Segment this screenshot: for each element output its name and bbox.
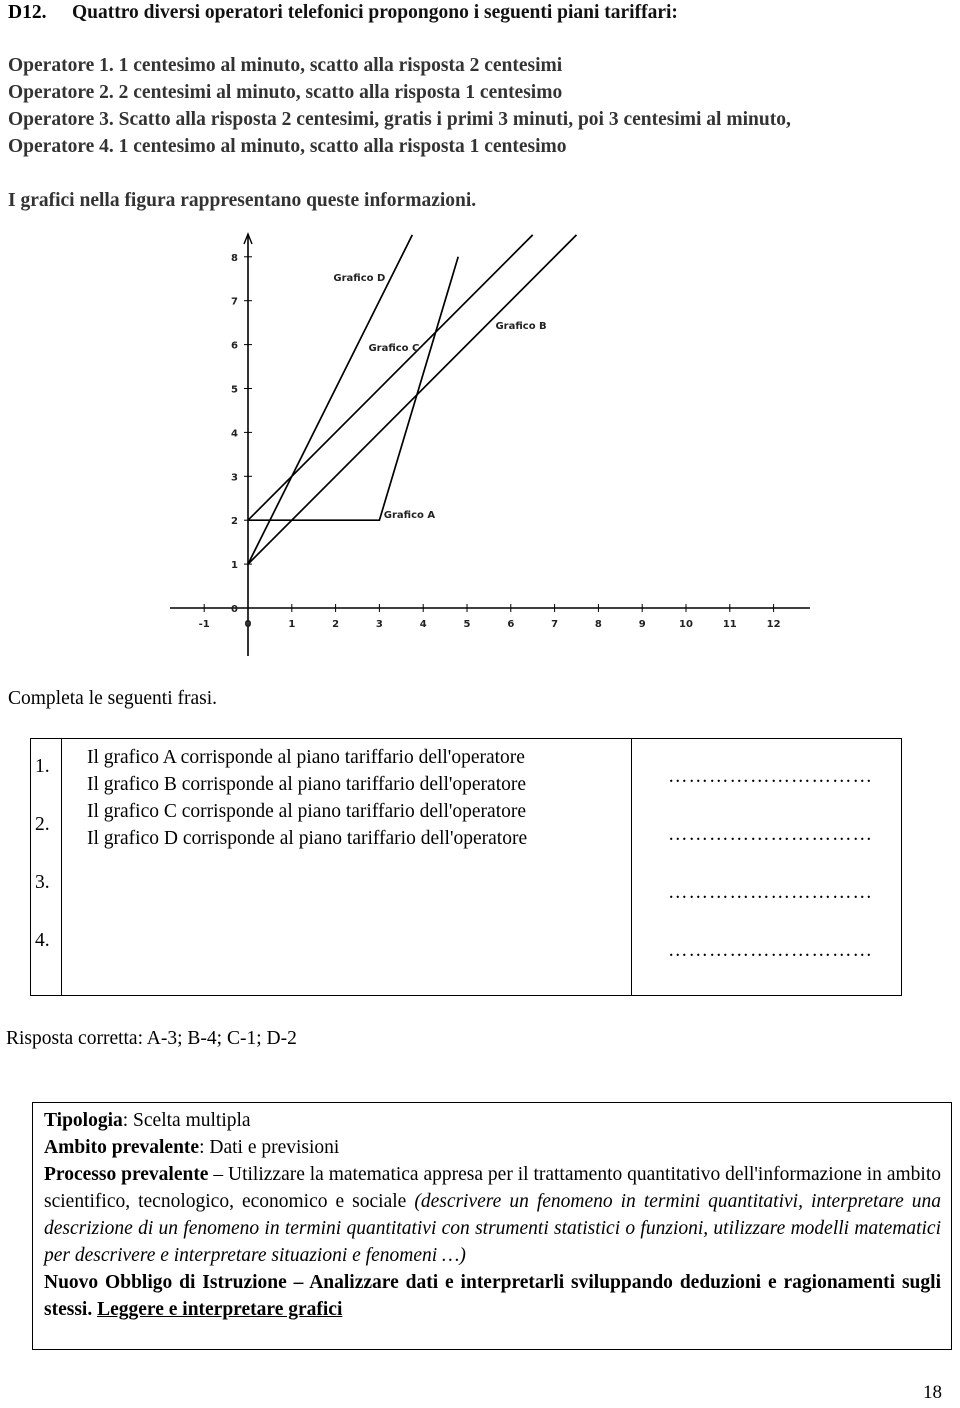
y-tick-label: 0: [231, 604, 238, 615]
obbligo-paragraph: [44, 1269, 941, 1323]
y-tick-label: 1: [231, 560, 238, 572]
x-tick-label: -1: [198, 619, 210, 630]
x-tick-label: 2: [332, 619, 340, 630]
x-tick-label: 1: [288, 619, 296, 630]
processo-label: Processo prevalente: [44, 1164, 209, 1185]
x-tick-label: 7: [551, 619, 559, 630]
exercise-number: D12.: [8, 2, 47, 23]
metadata-box: [32, 1102, 952, 1350]
tipologia-value: : Scelta multipla: [122, 1110, 251, 1131]
operator-plan-4: Operatore 4. 1 centesimo al minuto, scatto alla risposta 1 centesimo: [8, 136, 567, 157]
question-number: 1.: [35, 756, 50, 777]
x-tick-label: 0: [244, 619, 252, 630]
x-tick-label: 4: [419, 619, 427, 630]
x-tick-label: 12: [766, 619, 781, 630]
y-tick-label: 5: [231, 384, 238, 396]
y-tick-label: 8: [231, 252, 238, 264]
answer-blank[interactable]: …………………………: [668, 824, 873, 845]
question-text: Il grafico C corrisponde al piano tariffario dell'operatore: [87, 801, 527, 822]
question-statements: [62, 739, 632, 996]
questions-table: [30, 738, 902, 996]
tariff-chart: [170, 232, 820, 660]
question-number: 3.: [35, 872, 50, 893]
task-instruction: Completa le seguenti frasi.: [8, 688, 218, 709]
operator-plan-3: Operatore 3. Scatto alla risposta 2 centesimi, gratis i primi 3 minuti, poi 3 centesimi al minuto,: [8, 109, 791, 130]
ambito-label: Ambito prevalente: [44, 1137, 200, 1158]
tipologia-line: [44, 1107, 941, 1134]
y-tick-label: 7: [231, 296, 238, 308]
operator-plan-2: Operatore 2. 2 centesimi al minuto, scatto alla risposta 1 centesimo: [8, 82, 563, 103]
y-tick-label: 4: [231, 428, 238, 440]
question-numbers: [31, 739, 62, 996]
answer-blank[interactable]: …………………………: [668, 766, 873, 787]
operator-plan-1: Operatore 1. 1 centesimo al minuto, scatto alla risposta 2 centesimi: [8, 55, 563, 76]
series-label: Grafico C: [368, 343, 420, 355]
answer-blank[interactable]: …………………………: [668, 940, 873, 961]
x-tick-label: 5: [463, 619, 471, 630]
obbligo-text: Nuovo Obbligo di Istruzione – Analizzare dati e interpretarli sviluppando deduzioni e ragionamenti sugli stessi.: [44, 1272, 941, 1320]
x-tick-label: 11: [722, 619, 737, 630]
y-tick-label: 2: [231, 516, 238, 528]
x-tick-label: 9: [638, 619, 646, 630]
x-tick-label: 8: [594, 619, 602, 630]
answer-blanks: [632, 739, 902, 996]
question-text: Il grafico D corrisponde al piano tariffario dell'operatore: [87, 828, 528, 849]
tipologia-label: Tipologia: [44, 1110, 123, 1131]
y-tick-label: 6: [231, 340, 238, 352]
correct-answer: Risposta corretta: A-3; B-4; C-1; D-2: [6, 1028, 297, 1049]
series-label: Grafico B: [495, 321, 547, 333]
x-tick-label: 3: [375, 619, 383, 630]
obbligo-underlined: Leggere e interpretare grafici: [97, 1299, 343, 1320]
processo-value: – Utilizzare la matematica appresa per il trattamento quantitativo dell'informazione in ambito scientifico, tecnologico, economico e sociale: [44, 1164, 941, 1212]
processo-examples: (descrivere un fenomeno in termini quantitativi, interpretare una descrizione di un fenomeno in termini quantitativi con strumenti statistici o funzioni, utilizzare modelli matematici per descrivere e interpretare situazioni e fenomeni …): [44, 1191, 942, 1266]
question-number: 4.: [35, 930, 50, 951]
series-label: Grafico D: [333, 272, 386, 284]
ambito-line: [44, 1134, 941, 1161]
page-number: 18: [923, 1382, 942, 1403]
processo-paragraph: [44, 1161, 941, 1269]
exercise-prompt: Quattro diversi operatori telefonici propongono i seguenti piani tariffari:: [72, 2, 678, 23]
x-tick-label: 6: [507, 619, 515, 630]
y-tick-label: 3: [231, 472, 238, 484]
chart-intro: I grafici nella figura rappresentano queste informazioni.: [8, 190, 477, 211]
series-line-grafico-a: [248, 257, 458, 520]
series-label: Grafico A: [383, 510, 436, 522]
question-text: Il grafico B corrisponde al piano tariffario dell'operatore: [87, 774, 527, 795]
question-text: Il grafico A corrisponde al piano tariffario dell'operatore: [87, 747, 525, 768]
question-number: 2.: [35, 814, 50, 835]
ambito-value: : Dati e previsioni: [199, 1137, 340, 1158]
answer-blank[interactable]: …………………………: [668, 882, 873, 903]
x-tick-label: 10: [679, 619, 693, 630]
